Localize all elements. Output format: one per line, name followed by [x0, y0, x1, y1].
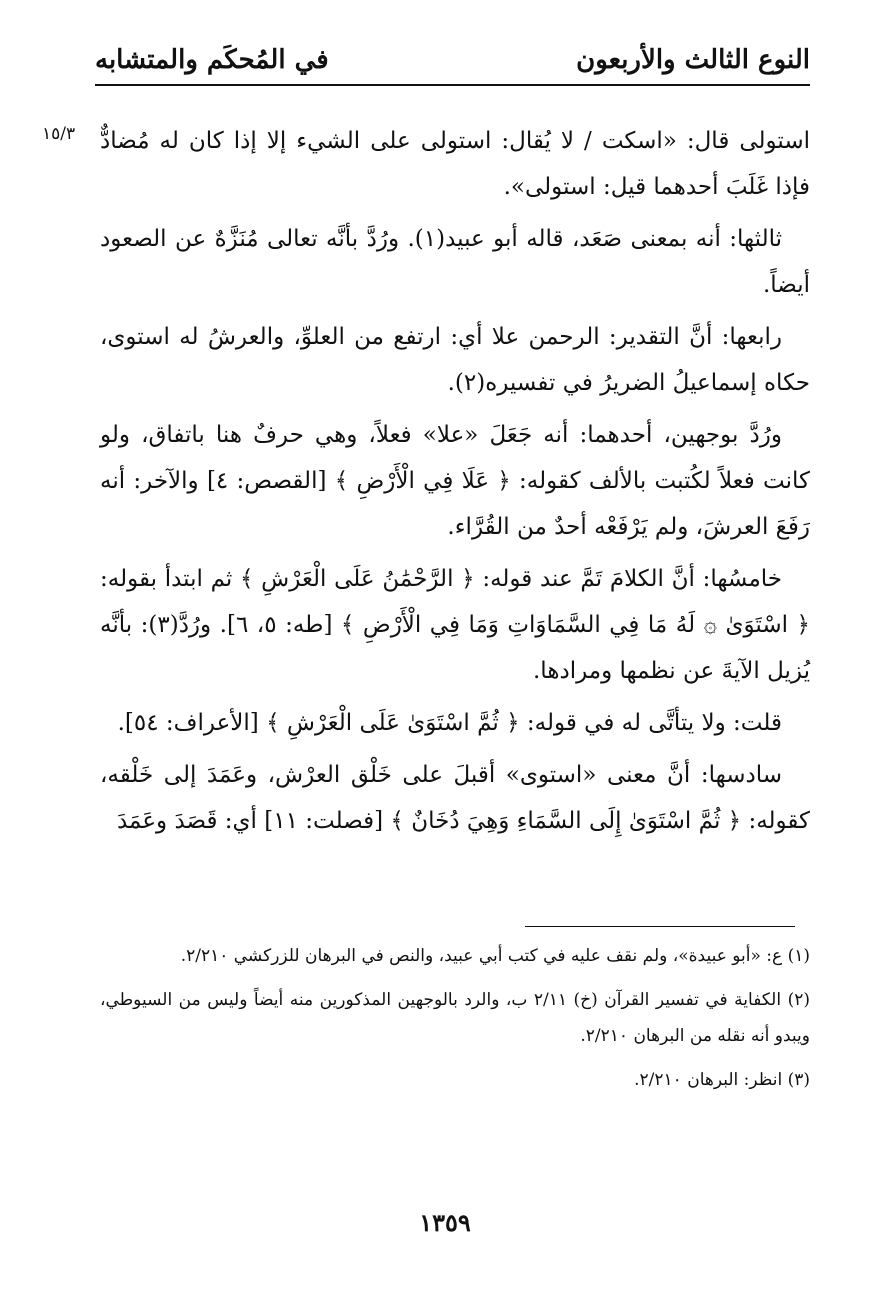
footnote-3: (٣) انظر: البرهان ٢/٢١٠.: [634, 1070, 810, 1090]
paragraph-2: ثالثها: أنه بمعنى صَعَد، قاله أبو عبيد(١). ورُدَّ بأنَّه تعالى مُنَزَّهٌ عن الصعود أيضاً.: [100, 226, 810, 298]
footnote-1: (١) ع: «أبو عبيدة»، ولم نقف عليه في كتب أبي عبيد، والنص في البرهان للزركشي ٢/٢١٠.: [180, 946, 810, 966]
topic-title: في المُحكَم والمتشابه: [95, 45, 329, 75]
footnote-divider: [525, 926, 795, 927]
footnotes: [100, 938, 810, 1106]
margin-reference: ١٥/٣: [42, 124, 76, 144]
paragraph-1: استولى قال: «اسكت / لا يُقال: استولى على الشيء إلا إذا كان له مُضادٌّ فإذا غَلَبَ أحدهما قيل: استولى».: [100, 128, 810, 200]
section-title: النوع الثالث والأربعون: [576, 45, 810, 75]
footnote-2: (٢) الكفاية في تفسير القرآن (خ) ٢/١١ ب، والرد بالوجهين المذكورين منه أيضاً وليس من السيوطي، ويبدو أنه نقله من البرهان ٢/٢١٠.: [100, 990, 810, 1046]
paragraph-3: رابعها: أنَّ التقدير: الرحمن علا أي: ارتفع من العلوِّ، والعرشُ له استوى، حكاه إسماعيلُ الضريرُ في تفسيره(٢).: [100, 324, 810, 396]
paragraph-7: سادسها: أنَّ معنى «استوى» أقبلَ على خَلْق العرْش، وعَمَدَ إلى خَلْقه، كقوله: ﴿ ثُمَّ اسْتَوَىٰ إِلَى السَّمَاءِ وَهِيَ دُخَانٌ ﴾ [فصلت: ١١] أي: قَصَدَ وعَمَدَ: [100, 762, 810, 834]
paragraph-6: قلت: ولا يتأتَّى له في قوله: ﴿ ثُمَّ اسْتَوَىٰ عَلَى الْعَرْشِ ﴾ [الأعراف: ٥٤].: [117, 710, 782, 736]
page-number: ١٣٥٩: [419, 1208, 471, 1237]
paragraph-5: خامسُها: أنَّ الكلامَ تَمَّ عند قوله: ﴿ الرَّحْمَٰنُ عَلَى الْعَرْشِ ﴾ ثم ابتدأ بقوله: ﴿ اسْتَوَىٰ ۞ لَهُ مَا فِي السَّمَاوَاتِ وَمَا فِي الْأَرْضِ ﴾ [طه: ٥، ٦]. ورُدَّ(٣): بأنَّه يُزيل الآيةَ عن نظمها ومرادها.: [100, 566, 810, 684]
running-header: [95, 42, 810, 86]
paragraph-4: ورُدَّ بوجهين، أحدهما: أنه جَعَلَ «علا» فعلاً، وهي حرفٌ هنا باتفاق، ولو كانت فعلاً لكُتبت بالألف كقوله: ﴿ عَلَا فِي الْأَرْضِ ﴾ [القصص: ٤] والآخر: أنه رَفَعَ العرشَ، ولم يَرْفَعْه أحدٌ من القُرَّاء.: [100, 422, 810, 540]
main-text: [100, 118, 810, 850]
